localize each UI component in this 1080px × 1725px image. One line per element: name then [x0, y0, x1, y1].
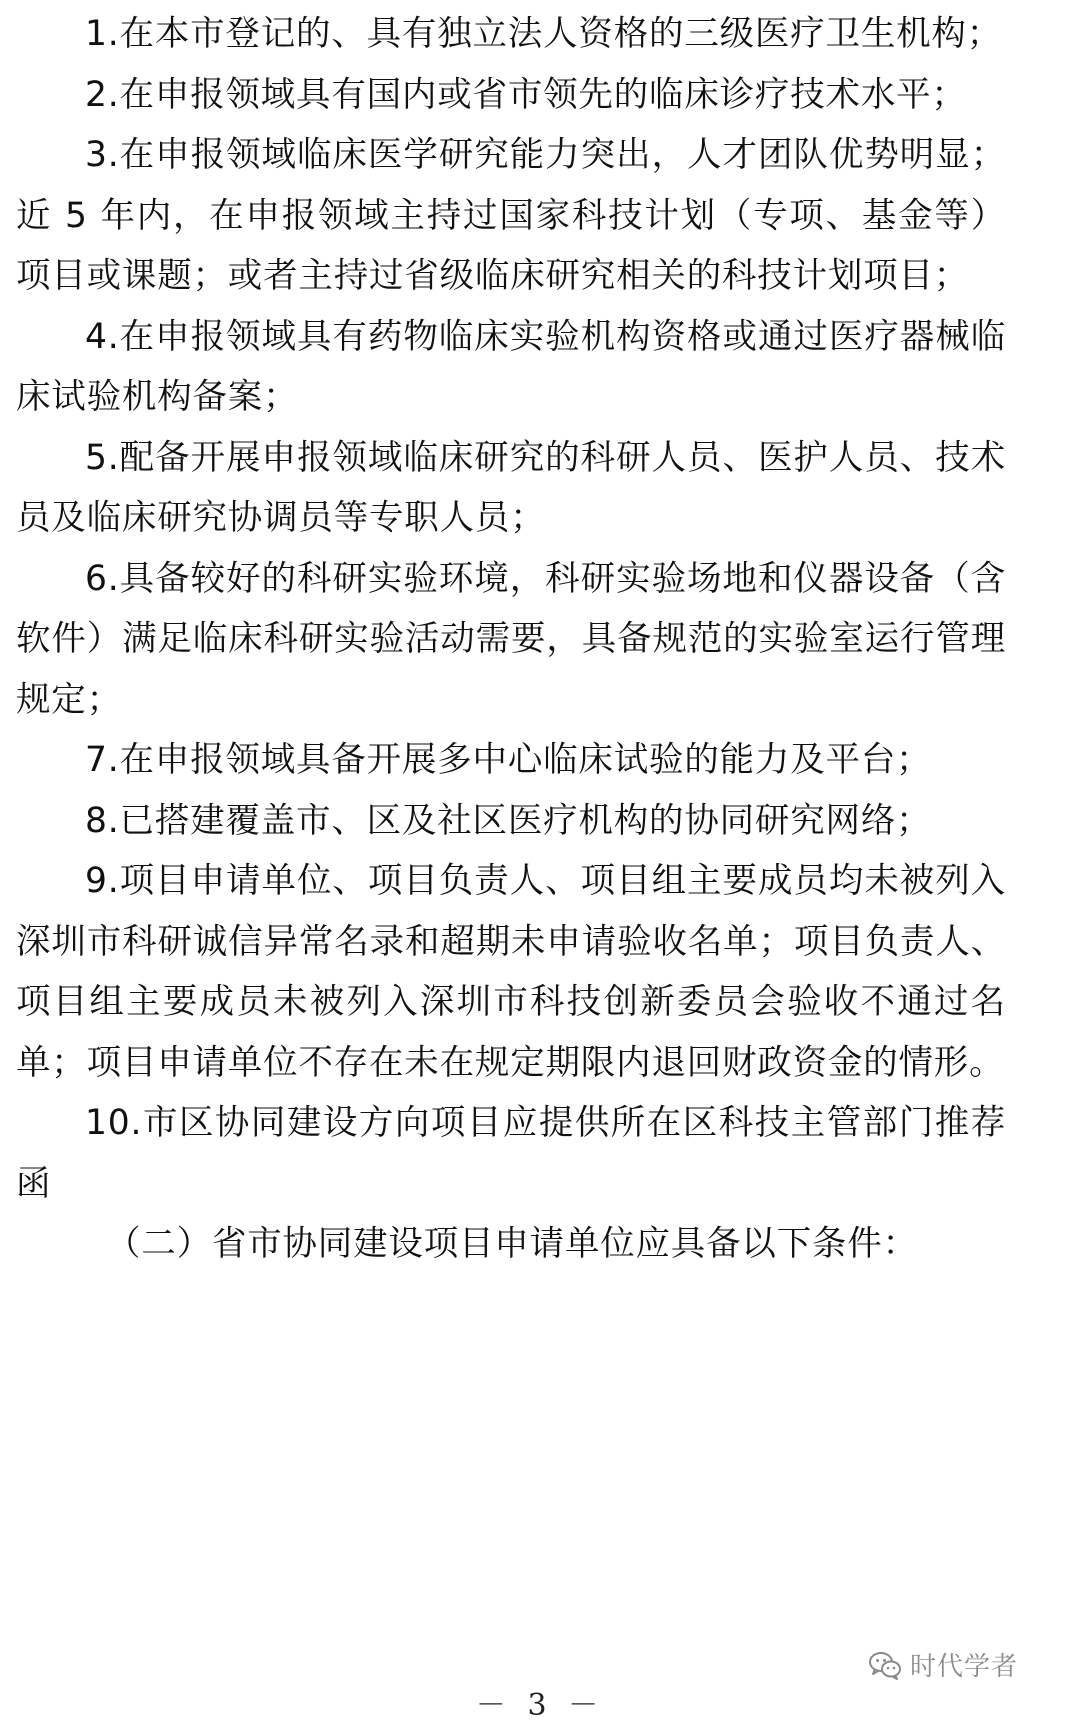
wechat-icon	[868, 1650, 902, 1680]
paragraph-item-6: 6.具备较好的科研实验环境，科研实验场地和仪器设备（含软件）满足临床科研实验活动需要，具备规范的实验室运行管理规定；	[16, 558, 1006, 720]
paragraph-item-8: 8.已搭建覆盖市、区及社区医疗机构的协同研究网络；	[85, 800, 932, 841]
page-number: － 3 －	[475, 1688, 605, 1723]
watermark-label: 时代学者	[909, 1652, 1018, 1682]
paragraph-item-4: 4.在申报领域具有药物临床实验机构资格或通过医疗器械临床试验机构备案；	[16, 316, 1006, 417]
paragraph-item-7: 7.在申报领域具备开展多中心临床试验的能力及平台；	[85, 740, 932, 780]
wechat-watermark	[868, 1646, 1018, 1683]
paragraph-item-3: 3.在申报领域临床医学研究能力突出，人才团队优势明显；近 5 年内，在申报领域主持过国家科技计划（专项、基金等）项目或课题；或者主持过省级临床研究相关的科技计划项目；	[16, 135, 1006, 296]
section-heading: （二）省市协同建设项目申请单位应具备以下条件：	[106, 1224, 918, 1264]
paragraph-item-9: 9.项目申请单位、项目负责人、项目组主要成员均未被列入深圳市科研诚信异常名录和超期未申请验收名单；项目负责人、项目组主要成员未被列入深圳市科技创新委员会验收不通过名单；项目申请单位不存在未在规定期限内退回财政资金的情形。	[16, 861, 1006, 1083]
paragraph-item-5: 5.配备开展申报领域临床研究的科研人员、医护人员、技术员及临床研究协调员等专职人员；	[16, 437, 1006, 538]
paragraph-item-2: 2.在申报领域具有国内或省市领先的临床诊疗技术水平；	[85, 74, 967, 115]
document-body	[16, 4, 1006, 1275]
paragraph-item-10: 10.市区协同建设方向项目应提供所在区科技主管部门推荐函	[16, 1103, 1006, 1204]
paragraph-item-1: 1.在本市登记的、具有独立法人资格的三级医疗卫生机构；	[85, 14, 1003, 54]
